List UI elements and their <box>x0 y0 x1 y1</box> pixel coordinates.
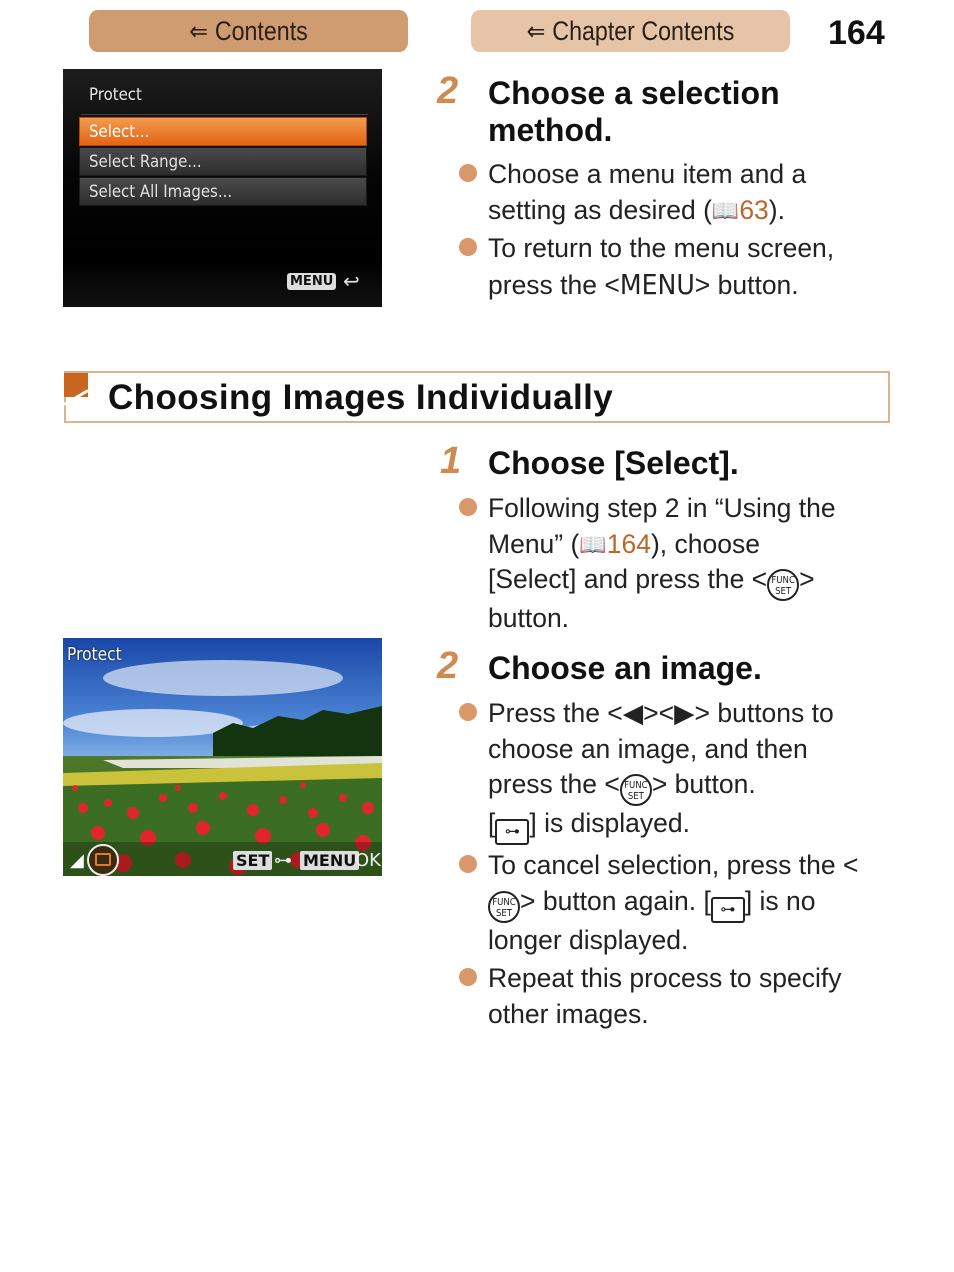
book-reference-icon: 📖 <box>579 531 607 557</box>
list-item: Following step 2 in “Using the Menu” (📖164), choose [Select] and press the < FUNC SET > button. <box>458 491 848 637</box>
step-bullets <box>458 491 848 640</box>
chapter-contents-button[interactable] <box>471 10 790 52</box>
left-arrow-icon: ◀ <box>622 698 644 728</box>
section-title: Choosing Images Individually <box>108 378 614 417</box>
bullet-icon <box>459 703 477 721</box>
contents-button[interactable] <box>89 10 408 52</box>
list-item: Press the <◀><▶> buttons to choose an image, and then press the < FUNC SET > button. [ ⊶ ] is displayed. <box>458 696 873 845</box>
camera-menu-item-select: Select... <box>79 117 367 146</box>
set-button-icon: SET <box>233 851 272 870</box>
step-number: 2 <box>437 645 459 687</box>
ok-label: OK <box>355 850 381 871</box>
camera-menu-title: Protect <box>89 85 142 105</box>
page-reference-link[interactable]: 63 <box>739 194 769 225</box>
key-icon: ⊶ <box>274 850 292 871</box>
protect-key-icon: ⊶ <box>711 897 745 923</box>
func-set-icon: FUNC SET <box>767 569 799 601</box>
bullet-icon <box>459 855 477 873</box>
return-arrow-icon: ↩ <box>343 269 360 293</box>
bullet-icon <box>459 498 477 516</box>
menu-button-icon: MENU <box>300 851 359 870</box>
camera-protect-title: Protect <box>67 644 122 665</box>
func-set-icon: FUNC SET <box>488 891 520 923</box>
chapter-contents-label: Chapter Contents <box>552 15 735 46</box>
back-arrow-icon: ⇐ <box>526 15 546 46</box>
step-title: Choose a selection method. <box>488 75 780 148</box>
bullet-icon <box>459 238 477 256</box>
camera-menu-item-select-range: Select Range... <box>79 147 367 176</box>
bullet-icon <box>459 164 477 182</box>
bullet-icon <box>459 968 477 986</box>
divider <box>81 114 368 115</box>
camera-protect-screenshot <box>63 638 382 876</box>
func-set-icon: FUNC SET <box>620 774 652 806</box>
step-number: 1 <box>440 440 462 482</box>
protect-circle-icon <box>87 844 119 876</box>
list-item: To return to the menu screen, press the <MENU> button. <box>458 231 868 303</box>
step-bullets <box>458 696 873 1035</box>
step-title: Choose an image. <box>488 650 762 686</box>
list-item: To cancel selection, press the <FUNC SET > button again. [ ⊶ ] is no longer displayed. <box>458 848 873 958</box>
camera-menu-screenshot <box>63 69 382 307</box>
camera-menu-item-select-all: Select All Images... <box>79 177 367 206</box>
menu-button-icon: MENU <box>619 267 695 301</box>
step-bullets <box>458 157 868 306</box>
contents-label: Contents <box>214 15 308 46</box>
book-reference-icon: 📖 <box>711 197 740 223</box>
step-number: 2 <box>437 70 459 112</box>
list-item: Choose a menu item and a setting as desired (📖63). <box>458 157 868 228</box>
list-item: Repeat this process to specify other images. <box>458 961 873 1032</box>
scroll-indicator-icon: ◢ <box>70 850 84 870</box>
menu-button-icon: MENU <box>287 273 336 290</box>
back-arrow-icon: ⇐ <box>189 15 208 46</box>
protect-key-icon: ⊶ <box>495 819 529 845</box>
landscape-photo <box>63 638 382 876</box>
page-reference-link[interactable]: 164 <box>606 528 651 559</box>
step-title: Choose [Select]. <box>488 445 739 481</box>
right-arrow-icon: ▶ <box>674 698 695 728</box>
page-number: 164 <box>828 14 885 52</box>
